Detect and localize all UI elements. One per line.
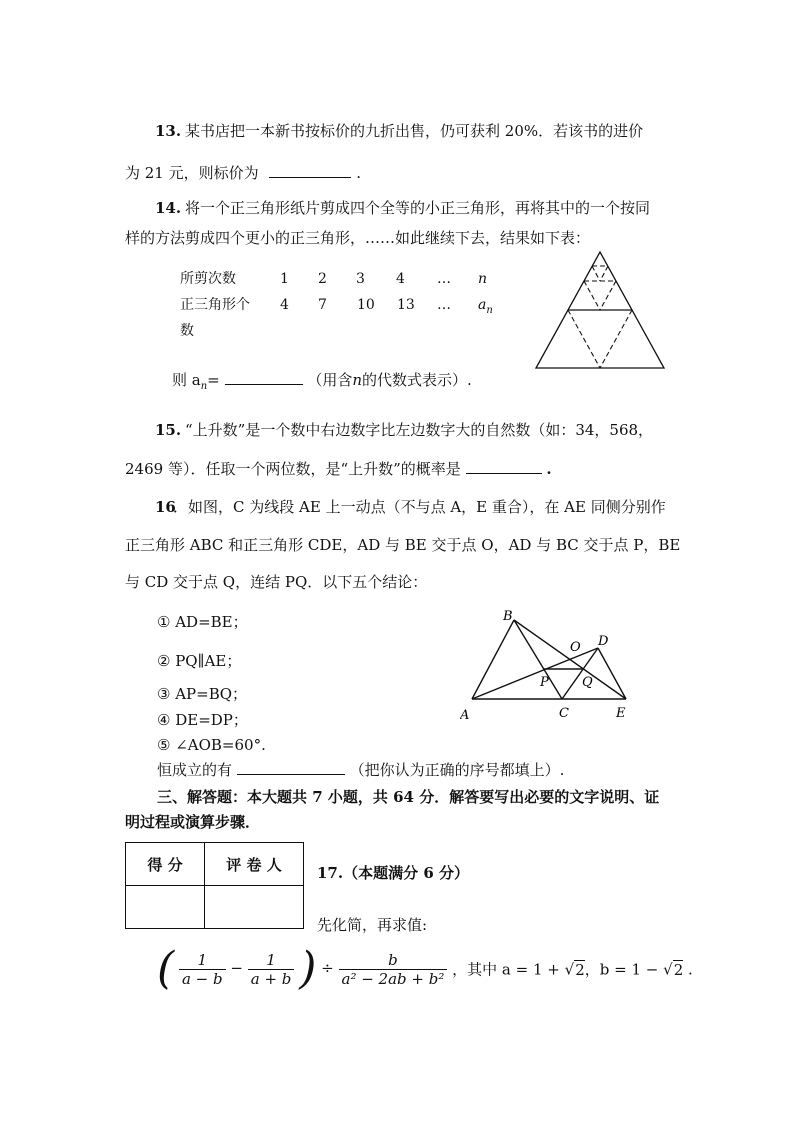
minus-sign: − bbox=[230, 959, 243, 977]
q16-conclusion-3: ③ AP=BQ； bbox=[157, 685, 248, 703]
section3-heading: 三、解答题：本大题共 7 小题，共 64 分．解答要写出必要的文字说明、证 bbox=[157, 788, 660, 806]
fraction-3 bbox=[339, 951, 448, 988]
q17-expression bbox=[157, 943, 693, 994]
q14-row2-cell: … bbox=[437, 297, 451, 313]
q14-ans-sub: n bbox=[200, 381, 208, 392]
segment-AB bbox=[472, 620, 514, 699]
q16-answer-line bbox=[157, 759, 564, 780]
grader-header: 评 卷 人 bbox=[205, 843, 304, 886]
score-table bbox=[125, 842, 304, 929]
q16-line2: 正三角形 ABC 和正三角形 CDE，AD 与 BE 交于点 O，AD 与 BC 交于点 P，BE bbox=[125, 536, 681, 554]
q13-answer-blank[interactable] bbox=[269, 162, 351, 178]
dashed-edge bbox=[584, 281, 600, 310]
q17-title: 17.（本题满分 6 分） bbox=[317, 864, 469, 882]
dashed-edge bbox=[600, 281, 616, 310]
condition-a: ，其中 a = 1 + bbox=[452, 960, 560, 979]
dashed-edge bbox=[592, 266, 600, 281]
label-E: E bbox=[616, 706, 626, 721]
score-cell[interactable] bbox=[126, 886, 205, 929]
fraction-3-denominator: a² − 2ab + b² bbox=[341, 969, 445, 988]
q14-line1: 将一个正三角形纸片剪成四个全等的小正三角形，再将其中的一个按同 bbox=[185, 199, 651, 217]
q16-conclusion-5: ⑤ ∠AOB=60°. bbox=[157, 736, 266, 754]
fraction-3-numerator: b bbox=[339, 951, 448, 970]
segment-BC bbox=[514, 620, 562, 699]
q14-an-letter: a bbox=[478, 297, 487, 313]
q14-row2-label: 正三角形个 bbox=[180, 297, 250, 313]
q15-line2-text: 2469 等）．任取一个两位数，是“上升数”的概率是 bbox=[125, 460, 461, 478]
sqrt-2-b: 2 bbox=[673, 960, 684, 979]
q14-triangle-figure bbox=[530, 248, 670, 373]
dashed-edge bbox=[600, 310, 632, 368]
q16-conclusion-2: ② PQ∥AE； bbox=[157, 652, 242, 670]
segment-DE bbox=[598, 648, 626, 699]
section3-heading-cont: 明过程或演算步骤． bbox=[125, 813, 261, 831]
q14-answer-blank[interactable] bbox=[225, 369, 303, 385]
label-O: O bbox=[570, 640, 581, 655]
q14-an-subscript: n bbox=[486, 304, 493, 316]
q14-line2: 样的方法剪成四个更小的正三角形，……如此继续下去，结果如下表： bbox=[125, 229, 591, 247]
q13-line2-end: . bbox=[356, 164, 361, 182]
q17-condition: ，其中 a = 1 + √2，b = 1 − √2 . bbox=[452, 960, 693, 979]
fraction-2-denominator: a + b bbox=[250, 969, 292, 988]
q14-row2-cell bbox=[478, 295, 493, 321]
q16-ans-prefix: 恒成立的有 bbox=[157, 761, 233, 779]
fraction-2 bbox=[248, 951, 295, 988]
dashed-edge bbox=[568, 310, 600, 368]
q16-geometry-figure bbox=[460, 605, 640, 725]
q15-answer-blank[interactable] bbox=[466, 458, 542, 474]
fraction-1-numerator: 1 bbox=[179, 951, 226, 970]
q14-row2-cell: 10 bbox=[357, 297, 375, 313]
q14-answer-line bbox=[172, 369, 472, 397]
q14-number: 14. bbox=[155, 199, 182, 217]
q14-row1-cell: n bbox=[478, 271, 488, 287]
label-B: B bbox=[503, 609, 513, 624]
divide-sign: ÷ bbox=[321, 959, 334, 977]
q14-ans-suffix2: 的代数式表示）. bbox=[362, 371, 472, 389]
q14-row2-cell: 13 bbox=[397, 297, 415, 313]
q15-line2-end: . bbox=[546, 460, 552, 478]
q13-line1: 某书店把一本新书按标价的九折出售，仍可获利 20%．若该书的进价 bbox=[185, 122, 644, 140]
fraction-1-denominator: a − b bbox=[181, 969, 223, 988]
q14-row2-cell: 7 bbox=[318, 297, 327, 313]
q16-ans-suffix: （把你认为正确的序号都填上）. bbox=[349, 761, 565, 779]
label-D: D bbox=[598, 634, 609, 649]
q14-row1-cell: 1 bbox=[280, 271, 289, 287]
right-paren: ) bbox=[299, 943, 317, 994]
q14-row1-cell: 4 bbox=[396, 271, 405, 287]
q15-line1: “上升数”是一个数中右边数字比左边数字大的自然数（如：34，568， bbox=[185, 421, 654, 439]
q13-line2-text: 为 21 元，则标价为 bbox=[125, 164, 259, 182]
label-Q: Q bbox=[582, 675, 593, 690]
q13-number: 13. bbox=[155, 122, 182, 140]
q13-line2 bbox=[125, 162, 361, 183]
q16-conclusion-1: ① AD=BE； bbox=[157, 613, 248, 631]
q16-number: 16 bbox=[155, 498, 176, 516]
q14-row1-cell: 3 bbox=[356, 271, 365, 287]
q14-row1-cell: … bbox=[437, 271, 451, 287]
q16-conclusion-4: ④ DE=DP； bbox=[157, 711, 248, 729]
q14-ans-prefix: 则 a bbox=[172, 371, 201, 389]
q14-row1-label: 所剪次数 bbox=[180, 271, 236, 287]
fraction-2-numerator: 1 bbox=[248, 951, 295, 970]
q15-line2 bbox=[125, 458, 552, 479]
fraction-1 bbox=[179, 951, 226, 988]
dashed-edge bbox=[600, 266, 608, 281]
label-P: P bbox=[540, 675, 549, 690]
q17-intro: 先化简，再求值: bbox=[317, 916, 428, 934]
label-C: C bbox=[559, 706, 569, 721]
q16-answer-blank[interactable] bbox=[237, 759, 345, 775]
condition-end: . bbox=[688, 960, 693, 979]
condition-b: ，b = 1 − bbox=[584, 960, 659, 979]
q14-row1-cell: 2 bbox=[318, 271, 327, 287]
score-header: 得 分 bbox=[126, 843, 205, 886]
label-A: A bbox=[460, 708, 470, 723]
q14-row2-cell: 4 bbox=[280, 297, 289, 313]
grader-cell[interactable] bbox=[205, 886, 304, 929]
q16-line3: 与 CD 交于点 Q，连结 PQ．以下五个结论： bbox=[125, 573, 428, 591]
q14-ans-suffix: （用含 bbox=[307, 371, 353, 389]
left-paren: ( bbox=[157, 943, 175, 994]
q14-ans-eq: = bbox=[207, 371, 220, 389]
sqrt-2-a: 2 bbox=[575, 960, 585, 979]
q16-line1: ．如图，C 为线段 AE 上一动点（不与点 A，E 重合），在 AE 同侧分别作 bbox=[173, 498, 666, 516]
q15-number: 15. bbox=[155, 421, 182, 439]
q14-ans-n: n bbox=[352, 371, 362, 389]
q14-row2-label-cont: 数 bbox=[180, 323, 194, 339]
